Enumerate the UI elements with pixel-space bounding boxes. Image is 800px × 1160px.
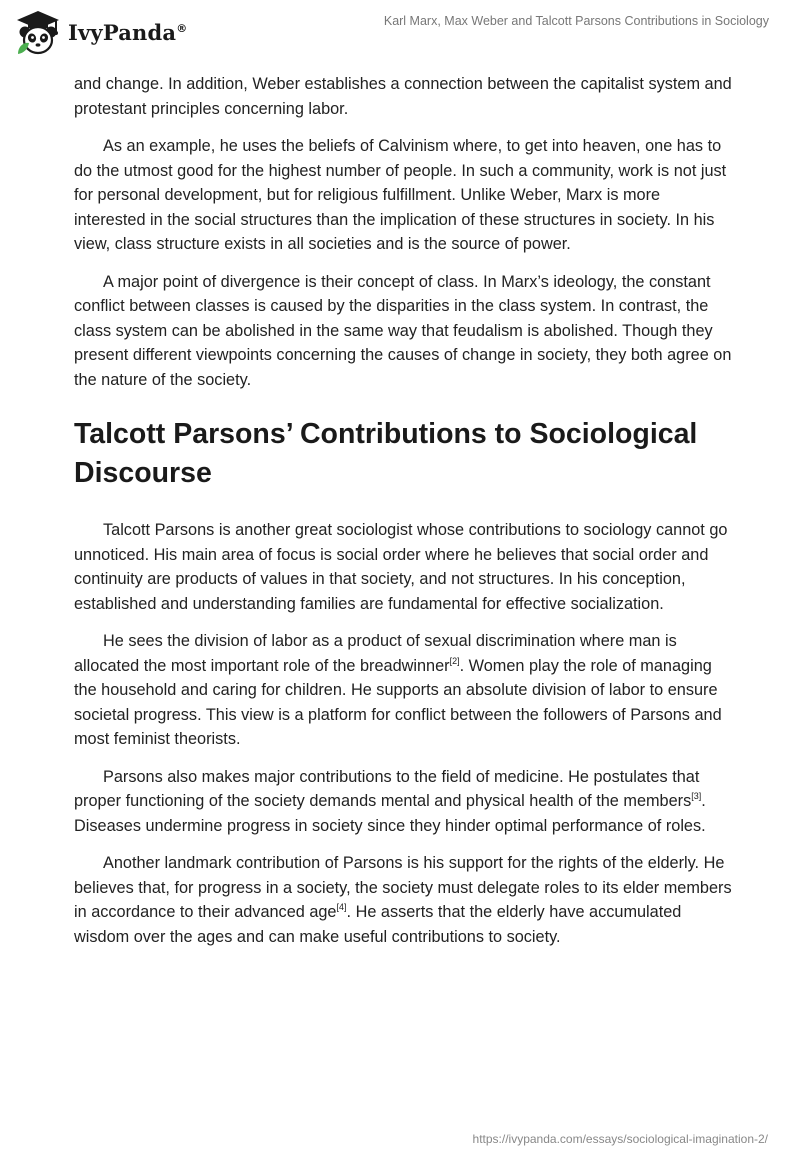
paragraph-text: Parsons also makes major contributions to the field of medicine. He postulates that proper functioning of the society demands mental and physical health of the members [74,767,700,810]
source-url[interactable]: https://ivypanda.com/essays/sociological-imagination-2/ [472,1132,768,1146]
paragraph: Talcott Parsons is another great sociologist whose contributions to sociology cannot go unnoticed. His main area of focus is social order where he believes that social order and continuity are products of values in that society, and not structures. In his conception, established and understanding families are fundamental for effective socialization. [74,521,728,613]
panda-graduate-icon [14,8,62,56]
paragraph: and change. In addition, Weber establishes a connection between the capitalist system and protestant principles concerning labor. [74,75,732,118]
running-title: Karl Marx, Max Weber and Talcott Parsons Contributions in Sociology [383,14,769,28]
paragraph [74,765,734,839]
paragraph: A major point of divergence is their concept of class. In Marx’s ideology, the constant conflict between classes is caused by the disparities in the class system. In contrast, the class system can be abolished in the same way that feudalism is abolished. Though they present different viewpoints concerning the causes of change in society, they both agree on the nature of the society. [74,272,732,389]
paragraph-text: . Women play the role of managing the household and caring for children. He supports an absolute division of labor to ensure societal progress. This view is a platform for conflict between the followers of Parsons and most feminist theorists. [74,656,722,748]
footnote-ref[interactable]: [4] [336,902,347,912]
essay-content [74,72,734,962]
paragraph: As an example, he uses the beliefs of Calvinism where, to get into heaven, one has to do the utmost good for the highest number of people. In such a community, work is not just for personal development, but for religious fulfillment. Unlike Weber, Marx is more interested in the social structures than the implication of these structures in society. In his view, class structure exists in all societies and is the source of power. [74,137,727,253]
paragraph-text: . Diseases undermine progress in society since they hinder optimal performance of roles. [74,792,706,835]
section-heading: Talcott Parsons’ Contributions to Sociological Discourse [74,418,698,489]
paragraph-text: . He asserts that the elderly have accumulated wisdom over the ages and can make useful contributions to society. [74,903,682,946]
registered-mark: ® [176,21,188,35]
page-header [0,0,800,64]
paragraph [74,851,734,949]
ivypanda-logo[interactable] [14,8,187,56]
paragraph-text: Another landmark contribution of Parsons is his support for the rights of the elderly. He believes that, for progress in a society, the society must delegate roles to its elder members in accordance to their advanced age [74,854,732,921]
footnote-ref[interactable]: [3] [691,791,702,801]
paragraph-text: He sees the division of labor as a product of sexual discrimination where man is allocated the most important role of the breadwinner [74,632,677,675]
brand-name: IvyPanda® [68,19,188,45]
footnote-ref[interactable]: [2] [449,655,460,666]
paragraph [74,629,734,752]
